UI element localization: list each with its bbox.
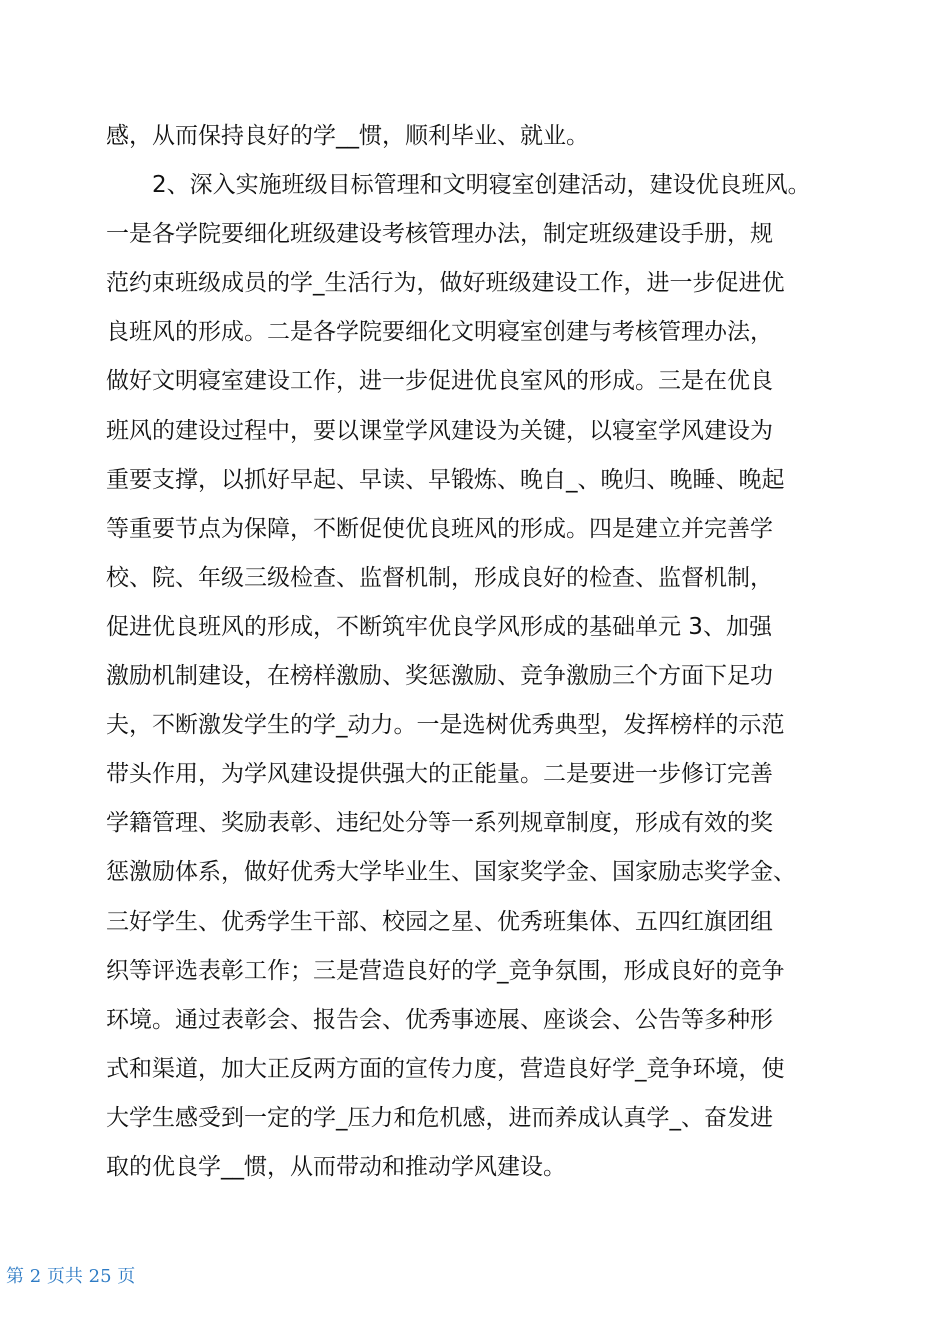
text-line-19: 环境。通过表彰会、报告会、优秀事迹展、座谈会、公告等多种形 bbox=[106, 1006, 773, 1033]
text-line-9: 等重要节点为保障，不断促使优良班风的形成。四是建立并完善学 bbox=[106, 515, 773, 542]
text-line-10: 校、院、年级三级检查、监督机制，形成良好的检查、监督机制， bbox=[106, 564, 773, 591]
text-line-6: 做好文明寝室建设工作，进一步促进优良室风的形成。三是在优良 bbox=[106, 368, 773, 395]
text-line-1: 感，从而保持良好的学__惯，顺利毕业、就业。 bbox=[106, 123, 589, 149]
text-line-2: 2、深入实施班级目标管理和文明寝室创建活动，建设优良班风。 bbox=[106, 172, 811, 199]
page-number-footer: 第 2 页共 25 页 bbox=[6, 1266, 136, 1287]
text-line-22: 取的优良学__惯，从而带动和推动学风建设。 bbox=[106, 1153, 566, 1180]
text-line-5: 良班风的形成。二是各学院要细化文明寝室创建与考核管理办法， bbox=[106, 319, 773, 346]
text-line-7: 班风的建设过程中，要以课堂学风建设为关键，以寝室学风建设为 bbox=[106, 417, 773, 444]
text-line-20: 式和渠道，加大正反两方面的宣传力度，营造良好学_竞争环境，使 bbox=[106, 1055, 785, 1082]
text-line-8: 重要支撑，以抓好早起、早读、早锻炼、晚自_、晚归、晚睡、晚起 bbox=[106, 466, 785, 493]
text-line-4: 范约束班级成员的学_生活行为，做好班级建设工作，进一步促进优 bbox=[106, 270, 785, 297]
text-line-11: 促进优良班风的形成，不断筑牢优良学风形成的基础单元 3、加强 bbox=[106, 613, 772, 640]
text-line-13: 夫，不断激发学生的学_动力。一是选树优秀典型，发挥榜样的示范 bbox=[106, 712, 785, 739]
text-line-18: 织等评选表彰工作；三是营造良好的学_竞争氛围，形成良好的竞争 bbox=[106, 957, 785, 984]
text-line-12: 激励机制建设，在榜样激励、奖惩激励、竞争激励三个方面下足功 bbox=[106, 663, 773, 690]
text-line-17: 三好学生、优秀学生干部、校园之星、优秀班集体、五四红旗团组 bbox=[106, 908, 773, 935]
text-line-16: 惩激励体系，做好优秀大学毕业生、国家奖学金、国家励志奖学金、 bbox=[106, 859, 796, 886]
text-line-15: 学籍管理、奖励表彰、违纪处分等一系列规章制度，形成有效的奖 bbox=[106, 810, 773, 837]
text-line-14: 带头作用，为学风建设提供强大的正能量。二是要进一步修订完善 bbox=[106, 761, 773, 788]
text-line-3: 一是各学院要细化班级建设考核管理办法，制定班级建设手册，规 bbox=[106, 221, 773, 248]
body-text bbox=[106, 112, 866, 1192]
text-line-21: 大学生感受到一定的学_压力和危机感，进而养成认真学_、奋发进 bbox=[106, 1104, 773, 1131]
